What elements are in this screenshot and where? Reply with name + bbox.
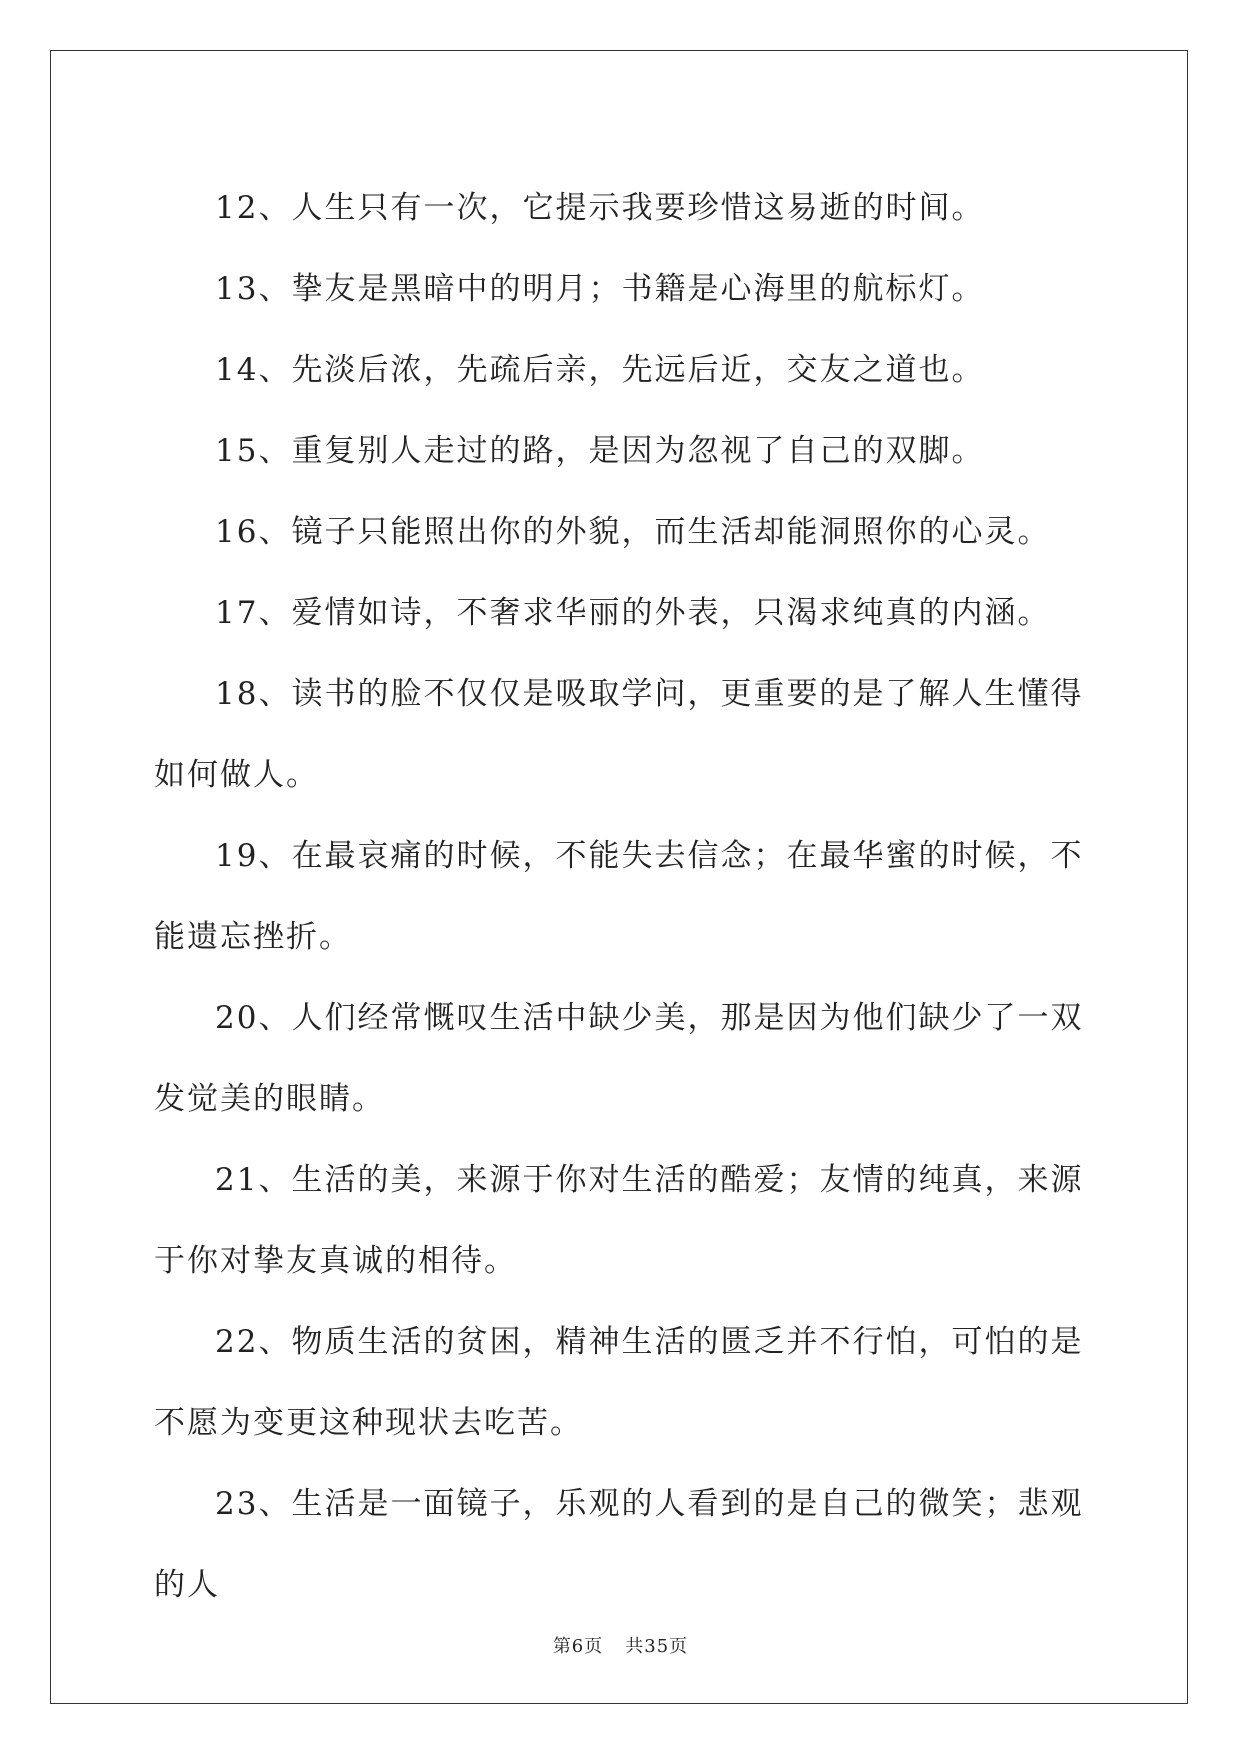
quote-paragraph-15: 15、重复别人走过的路，是因为忽视了自己的双脚。	[215, 433, 985, 469]
page-footer	[0, 1632, 1241, 1658]
quote-paragraph-19: 19、在最哀痛的时候，不能失去信念；在最华蜜的时候，不能遗忘挫折。	[154, 838, 1084, 955]
page-total: 共35页	[625, 1636, 689, 1657]
quote-paragraph-20: 20、人们经常慨叹生活中缺少美，那是因为他们缺少了一双发觉美的眼睛。	[154, 1000, 1084, 1117]
quote-paragraph-16: 16、镜子只能照出你的外貌，而生活却能洞照你的心灵。	[215, 514, 1051, 550]
page-number: 第6页	[552, 1636, 604, 1657]
document-body	[154, 168, 1094, 1626]
quote-paragraph-21: 21、生活的美，来源于你对生活的酷爱；友情的纯真，来源于你对挚友真诚的相待。	[154, 1162, 1084, 1279]
quote-paragraph-23: 23、生活是一面镜子，乐观的人看到的是自己的微笑；悲观的人	[154, 1486, 1084, 1603]
quote-paragraph-12: 12、人生只有一次，它提示我要珍惜这易逝的时间。	[215, 190, 985, 226]
quote-paragraph-13: 13、挚友是黑暗中的明月；书籍是心海里的航标灯。	[215, 271, 985, 307]
quote-paragraph-17: 17、爱情如诗，不奢求华丽的外表，只渴求纯真的内涵。	[215, 595, 1051, 631]
quote-paragraph-22: 22、物质生活的贫困，精神生活的匮乏并不行怕，可怕的是不愿为变更这种现状去吃苦。	[154, 1324, 1084, 1441]
quote-paragraph-14: 14、先淡后浓，先疏后亲，先远后近，交友之道也。	[215, 352, 985, 388]
quote-paragraph-18: 18、读书的脸不仅仅是吸取学问，更重要的是了解人生懂得如何做人。	[154, 676, 1084, 793]
